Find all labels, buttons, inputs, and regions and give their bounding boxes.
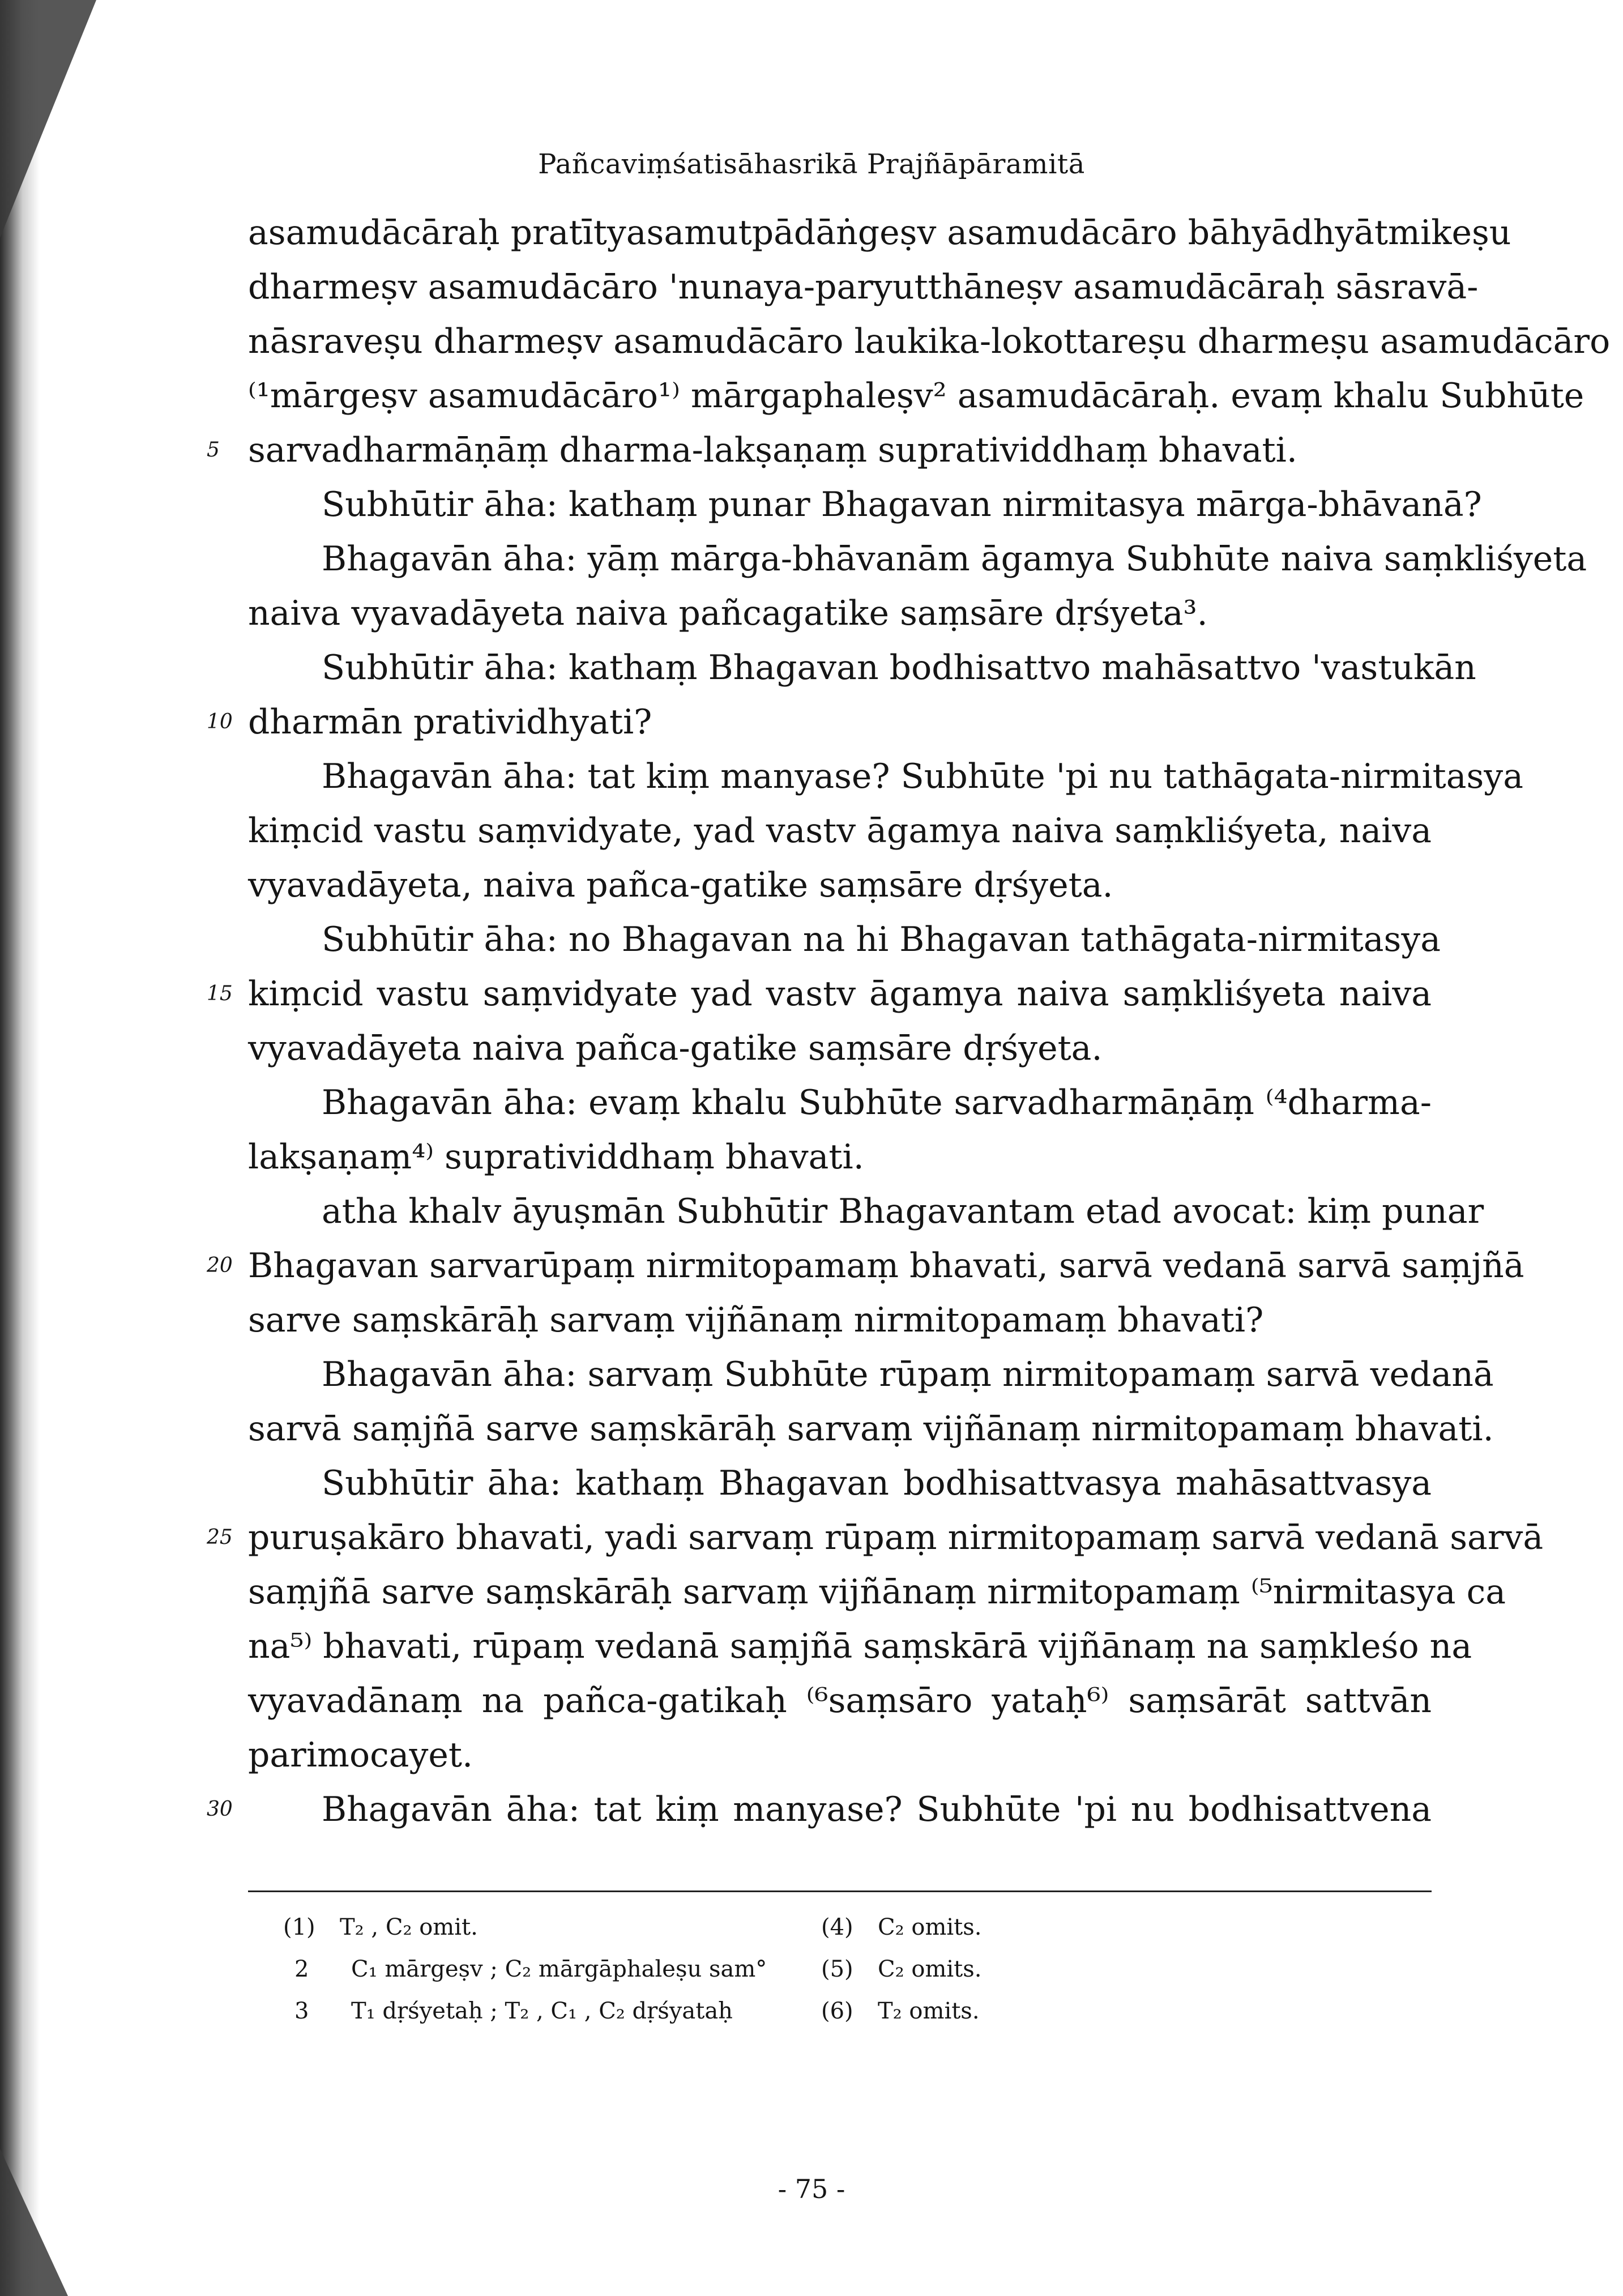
footnote-4 [821,1911,981,1943]
text-line-22: Bhagavān āha: sarvaṃ Subhūte rūpaṃ nirmitopamaṃ sarvā vedanā [322,1355,1494,1394]
line-number-25: 25 [207,1526,233,1549]
footnote-rule [248,1890,1432,1892]
line-number-20: 20 [207,1254,233,1277]
text-line-9: Subhūtir āha: kathaṃ Bhagavan bodhisattvo mahāsattvo 'vastukān [322,648,1476,688]
footnote-text: C₂ omits. [878,1914,982,1940]
line-number-15: 15 [207,982,233,1005]
text-line-7: Bhagavān āha: yāṃ mārga-bhāvanām āgamya Subhūte naiva saṃkliśyeta [322,539,1587,579]
line-number-30: 30 [207,1798,233,1821]
page-number: - 75 - [778,2174,845,2204]
footnote-2 [294,1953,767,1985]
text-line-19: atha khalv āyuṣmān Subhūtir Bhagavantam etad avocat: kiṃ punar [322,1192,1484,1231]
text-line-18: lakṣaṇaṃ⁴⁾ supratividdhaṃ bhavati. [248,1137,864,1177]
text-line-16: vyavadāyeta naiva pañca-gatike saṃsāre dṛśyeta. [248,1028,1103,1068]
footnote-tag: (1) [283,1914,315,1940]
text-line-11: Bhagavān āha: tat kiṃ manyase? Subhūte 'pi nu tathāgata-nirmitasya [322,757,1523,796]
footnote-text: C₂ omits. [878,1956,982,1982]
text-line-24: Subhūtir āha: kathaṃ Bhagavan bodhisattvasya mahāsattvasya [322,1463,1432,1503]
footnote-3 [294,1995,733,2027]
footnote-6 [821,1995,980,2027]
footnote-text: T₂ , C₂ omit. [340,1914,478,1940]
text-line-4: ⁽¹mārgeṣv asamudācāro¹⁾ mārgaphaleṣv² asamudācāraḥ. evaṃ khalu Subhūte [248,376,1584,416]
text-line-12: kiṃcid vastu saṃvidyate, yad vastv āgamya naiva saṃkliśyeta, naiva [248,811,1432,851]
footnote-text: C₁ mārgeṣv ; C₂ mārgāphaleṣu sam° [351,1956,767,1982]
text-line-17: Bhagavān āha: evaṃ khalu Subhūte sarvadharmāṇāṃ ⁽⁴dharma- [322,1083,1432,1123]
line-number-5: 5 [207,438,220,462]
text-line-5: sarvadharmāṇāṃ dharma-lakṣaṇaṃ supratividdhaṃ bhavati. [248,430,1297,470]
scan-spine-shadow [0,0,40,2296]
text-line-10: dharmān pratividhyati? [248,702,652,742]
text-line-15: kiṃcid vastu saṃvidyate yad vastv āgamya naiva saṃkliśyeta naiva [248,974,1432,1014]
text-line-26: saṃjñā sarve saṃskārāḥ sarvaṃ vijñānaṃ nirmitopamaṃ ⁽⁵nirmitasya ca [248,1572,1506,1612]
footnote-tag: (5) [821,1956,853,1982]
footnote-text: T₂ omits. [878,1998,980,2024]
text-line-8: naiva vyavadāyeta naiva pañcagatike saṃsāre dṛśyeta³. [248,594,1208,633]
text-line-21: sarve saṃskārāḥ sarvaṃ vijñānaṃ nirmitopamaṃ bhavati? [248,1300,1264,1340]
text-line-20: Bhagavan sarvarūpaṃ nirmitopamaṃ bhavati, sarvā vedanā sarvā saṃjñā [248,1246,1524,1286]
text-line-30: Bhagavān āha: tat kiṃ manyase? Subhūte 'pi nu bodhisattvena [322,1790,1432,1829]
text-line-13: vyavadāyeta, naiva pañca-gatike saṃsāre dṛśyeta. [248,865,1113,905]
footnote-tag: 2 [294,1956,309,1982]
scan-corner-bottom [0,2149,68,2296]
running-head: Pañcaviṃśatisāhasrikā Prajñāpāramitā [538,148,1085,180]
footnote-1 [283,1911,478,1943]
text-line-2: dharmeṣv asamudācāro 'nunaya-paryutthāneṣv asamudācāraḥ sāsravā- [248,267,1479,307]
text-line-28: vyavadānaṃ na pañca-gatikaḥ ⁽⁶saṃsāro yataḥ⁶⁾ saṃsārāt sattvān [248,1681,1432,1721]
footnote-tag: (6) [821,1998,853,2024]
text-line-3: nāsraveṣu dharmeṣv asamudācāro laukika-lokottareṣu dharmeṣu asamudācāro [248,322,1611,361]
text-line-27: na⁵⁾ bhavati, rūpaṃ vedanā saṃjñā saṃskārā vijñānaṃ na saṃkleśo na [248,1627,1472,1666]
footnote-tag: 3 [294,1998,309,2024]
footnote-5 [821,1953,981,1985]
footnote-tag: (4) [821,1914,853,1940]
text-line-25: puruṣakāro bhavati, yadi sarvaṃ rūpaṃ nirmitopamaṃ sarvā vedanā sarvā [248,1518,1544,1557]
footnote-text: T₁ dṛśyetaḥ ; T₂ , C₁ , C₂ dṛśyataḥ [351,1998,733,2024]
scan-corner-top [0,0,96,238]
text-line-14: Subhūtir āha: no Bhagavan na hi Bhagavan tathāgata-nirmitasya [322,920,1441,959]
text-line-6: Subhūtir āha: kathaṃ punar Bhagavan nirmitasya mārga-bhāvanā? [322,485,1482,524]
text-line-29: parimocayet. [248,1735,473,1775]
line-number-10: 10 [207,710,233,733]
text-line-1: asamudācāraḥ pratītyasamutpādāṅgeṣv asamudācāro bāhyādhyātmikeṣu [248,213,1511,253]
text-line-23: sarvā saṃjñā sarve saṃskārāḥ sarvaṃ vijñānaṃ nirmitopamaṃ bhavati. [248,1409,1494,1449]
